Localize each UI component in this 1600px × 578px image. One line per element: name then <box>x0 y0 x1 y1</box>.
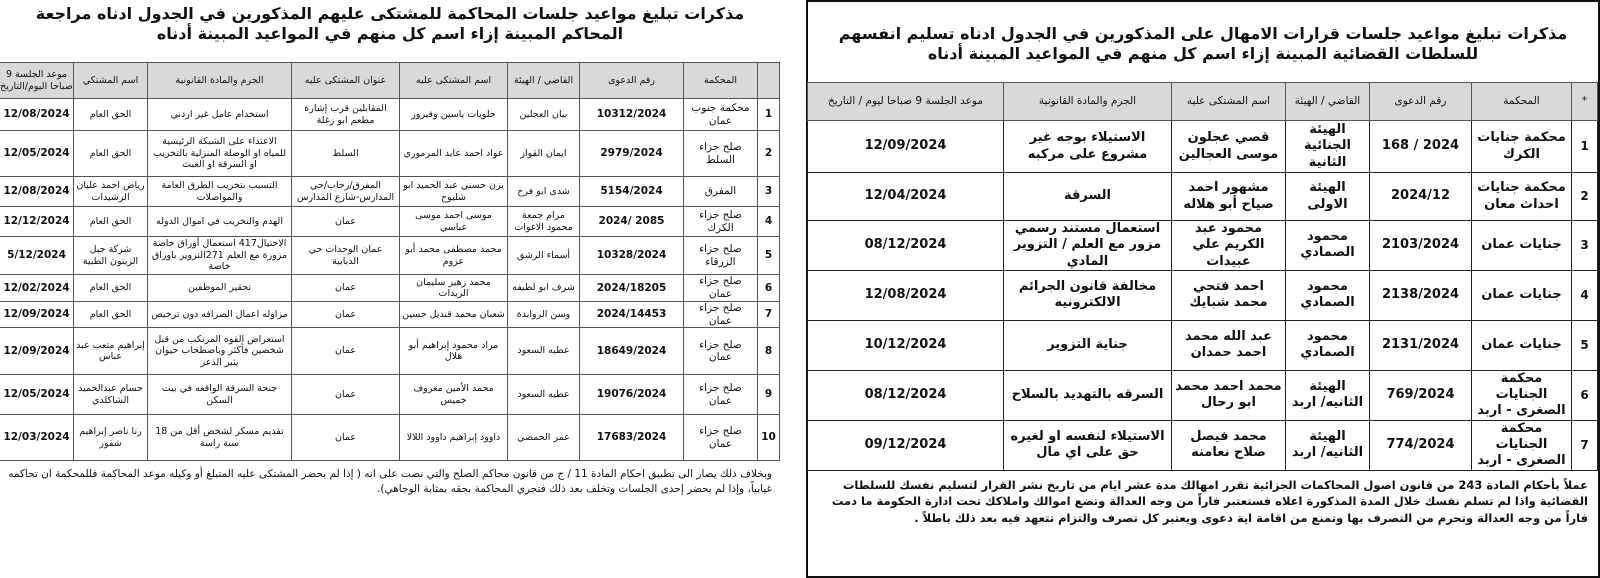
cell-judge: محمود الصمادي <box>1286 221 1370 271</box>
cell-index: 1 <box>1572 121 1598 173</box>
cell-complainant: رنا ناصر إبراهيم شقور <box>74 415 148 461</box>
cell-judge: ايمان القواز <box>508 131 580 177</box>
cell-crime: التسبب بتخريب الطرق العامة والمواصلات <box>148 177 292 207</box>
cell-case-number: 774/2024 <box>1370 420 1472 470</box>
header-court: المحكمة <box>684 63 758 99</box>
cell-index: 1 <box>758 99 780 131</box>
cell-court: صلح جزاء الزرقاء <box>684 237 758 275</box>
cell-address: عمان <box>292 207 400 237</box>
cell-defendant: محمد فيصل صلاح نعامنه <box>1172 420 1286 470</box>
cell-index: 6 <box>1572 370 1598 420</box>
cell-defendant: عبد الله محمد احمد حمدان <box>1172 320 1286 370</box>
cell-defendant: حلويات ياسين وفيروز <box>400 99 508 131</box>
cell-session-date: 12/08/2024 <box>0 99 74 131</box>
cell-index: 7 <box>758 302 780 328</box>
cell-judge: أسماء الرشق <box>508 237 580 275</box>
cell-session-date: 12/09/2024 <box>0 328 74 375</box>
cell-session-date: 10/12/2024 <box>808 320 1004 370</box>
cell-defendant: قصي عجلون موسى العجالين <box>1172 121 1286 173</box>
header-court: المحكمة <box>1472 83 1572 121</box>
cell-address: المفرق/رحاب/حي المدارس-شارع المدارس <box>292 177 400 207</box>
cell-defendant: شعبان محمد قنديل حسين <box>400 302 508 328</box>
table-row <box>0 375 780 415</box>
cell-index: 4 <box>1572 270 1598 320</box>
cell-defendant: مشهور احمد صياح أبو هلاله <box>1172 173 1286 221</box>
cell-session-date: 12/04/2024 <box>808 173 1004 221</box>
table-row <box>808 420 1598 470</box>
page-gap <box>780 0 806 578</box>
header-crime: الجرم والمادة القانونية <box>148 63 292 99</box>
cell-index: 3 <box>1572 221 1598 271</box>
cell-crime: الاستيلاء لنفسه او لغيره حق على اي مال <box>1004 420 1172 470</box>
header-index <box>758 63 780 99</box>
cell-session-date: 12/09/2024 <box>808 121 1004 173</box>
header-session-date: موعد الجلسة 9 صباحا اليوم/التاريخ <box>0 63 74 99</box>
table-row <box>0 415 780 461</box>
cell-judge: شرف ابو لطيفه <box>508 275 580 302</box>
cell-address: المقابلين قرب إشارة مطعم ابو زغلة <box>292 99 400 131</box>
cell-index: 8 <box>758 328 780 375</box>
cell-case-number: 19076/2024 <box>580 375 684 415</box>
cell-session-date: 12/08/2024 <box>0 177 74 207</box>
cell-court: صلح جزاء عمان <box>684 275 758 302</box>
cell-case-number: 5154/2024 <box>580 177 684 207</box>
header-judge: القاضي / الهيئة <box>1286 83 1370 121</box>
cell-judge: بيان العجلين <box>508 99 580 131</box>
cell-defendant: محمود عبد الكريم علي عبيدات <box>1172 221 1286 271</box>
cell-crime: استخدام عامل غير اردني <box>148 99 292 131</box>
cell-index: 3 <box>758 177 780 207</box>
cell-complainant: الحق العام <box>74 99 148 131</box>
cell-court: محكمة الجنايات الصغرى - اربد <box>1472 420 1572 470</box>
cell-case-number: 2131/2024 <box>1370 320 1472 370</box>
cell-crime: الاعتداء على الشبكة الرئيسية للمياه او الوصلة المنزلية بالتخريب او السرقة او العبث <box>148 131 292 177</box>
cell-court: صلح جزاء عمان <box>684 302 758 328</box>
cell-session-date: 12/05/2024 <box>0 131 74 177</box>
cell-case-number: 2138/2024 <box>1370 270 1472 320</box>
cell-judge: عطيه السعود <box>508 328 580 375</box>
cell-session-date: 5/12/2024 <box>0 237 74 275</box>
cell-session-date: 12/12/2024 <box>0 207 74 237</box>
table-row <box>808 370 1598 420</box>
cell-complainant: حسام عبدالحميد الشاكلدي <box>74 375 148 415</box>
cell-case-number: 18649/2024 <box>580 328 684 375</box>
notice-title: مذكرات تبليغ مواعيد جلسات قرارات الامهال على المذكورين في الجدول ادناه تسليم انفسهم للسلطات القضائية المبينة إزاء اسم كل منهم في المواعيد المبينة أدناه <box>838 24 1568 63</box>
cell-court: صلح جزاء عمان <box>684 415 758 461</box>
notice-court-sessions <box>0 0 780 578</box>
table-row <box>0 328 780 375</box>
cell-case-number: 769/2024 <box>1370 370 1472 420</box>
header-case-number: رقم الدعوى <box>580 63 684 99</box>
cell-case-number: 2979/2024 <box>580 131 684 177</box>
notice-surrender-deadlines <box>806 0 1600 578</box>
cell-court: صلح جزاء عمان <box>684 375 758 415</box>
table-row <box>0 302 780 328</box>
cell-defendant: يزن حسني عبد الحميد ابو شليوح <box>400 177 508 207</box>
cell-address: عمان <box>292 415 400 461</box>
cell-crime: السرقه بالتهديد بالسلاح <box>1004 370 1172 420</box>
cell-court: صلح جزاء السلط <box>684 131 758 177</box>
cell-crime: الاحتيال417 استعمال أوراق خاصة مزورة مع العلم 271التزوير باوراق خاصة <box>148 237 292 275</box>
cell-judge: مرام جمعة محمود الاغوات <box>508 207 580 237</box>
notice-title: مذكرات تبليغ مواعيد جلسات المحاكمة للمشتكى عليهم المذكورين في الجدول ادناه مراجعة المحاكم المبينة إزاء اسم كل منهم في المواعيد المبينة أدناه <box>35 4 745 43</box>
table-row <box>808 173 1598 221</box>
cell-session-date: 12/09/2024 <box>0 302 74 328</box>
table-row <box>808 270 1598 320</box>
cell-defendant: مراد محمود إبراهيم أبو هلال <box>400 328 508 375</box>
cell-index: 6 <box>758 275 780 302</box>
cell-complainant: إبراهيم متعب عبد عباس <box>74 328 148 375</box>
cell-case-number: 2085 /2024 <box>580 207 684 237</box>
cell-court: جنايات عمان <box>1472 320 1572 370</box>
cell-crime: تقديم مسكر لشخص أقل من 18 سنة راسة <box>148 415 292 461</box>
cell-index: 2 <box>1572 173 1598 221</box>
cell-case-number: 2024 / 168 <box>1370 121 1472 173</box>
cell-judge: عطيه السعود <box>508 375 580 415</box>
header-session-date: موعد الجلسة 9 صباحا ليوم / التاريخ <box>808 83 1004 121</box>
cell-index: 5 <box>1572 320 1598 370</box>
header-defendant: اسم المشتكى عليه <box>400 63 508 99</box>
header-defendant: اسم المشتكى عليه <box>1172 83 1286 121</box>
table-row <box>0 237 780 275</box>
cell-crime: مخالفة قانون الجرائم الالكترونيه <box>1004 270 1172 320</box>
cell-crime: الهدم والتخريب في اموال الدوله <box>148 207 292 237</box>
header-judge: القاضي / الهيئة <box>508 63 580 99</box>
cell-complainant: الحق العام <box>74 207 148 237</box>
cell-index: 10 <box>758 415 780 461</box>
cell-judge: الهيئة الثانيه/ اربد <box>1286 370 1370 420</box>
cell-index: 7 <box>1572 420 1598 470</box>
cell-address: السلط <box>292 131 400 177</box>
cell-session-date: 08/12/2024 <box>808 370 1004 420</box>
cell-index: 4 <box>758 207 780 237</box>
cell-crime: مزاوله اعمال الصرافه دون ترخيص <box>148 302 292 328</box>
cell-complainant: الحق العام <box>74 275 148 302</box>
cell-defendant: داوود إبراهيم داوود اللالا <box>400 415 508 461</box>
cell-court: محكمة جنوب عمان <box>684 99 758 131</box>
cell-judge: وسن الروابدة <box>508 302 580 328</box>
table-row <box>0 207 780 237</box>
cell-index: 2 <box>758 131 780 177</box>
cell-case-number: 2024/18205 <box>580 275 684 302</box>
cell-court: جنايات عمان <box>1472 270 1572 320</box>
cell-address: عمان الوحدات حي الدبابية <box>292 237 400 275</box>
table-row <box>808 320 1598 370</box>
cell-crime: تحقير الموظفين <box>148 275 292 302</box>
cell-case-number: 17683/2024 <box>580 415 684 461</box>
cell-index: 9 <box>758 375 780 415</box>
cell-court: جنايات عمان <box>1472 221 1572 271</box>
cell-session-date: 09/12/2024 <box>808 420 1004 470</box>
cell-judge: الهيئة الجنائية الثانية <box>1286 121 1370 173</box>
cell-case-number: 2024/14453 <box>580 302 684 328</box>
cell-defendant: عواد احمد عايد المرموري <box>400 131 508 177</box>
cell-complainant: رياض احمد عليان الرشيدات <box>74 177 148 207</box>
cell-complainant: شركة جبل الزيتون الطبية <box>74 237 148 275</box>
table-row <box>808 221 1598 271</box>
table-header-row <box>0 63 780 99</box>
cell-case-number: 10328/2024 <box>580 237 684 275</box>
cell-session-date: 12/02/2024 <box>0 275 74 302</box>
cell-address: عمان <box>292 328 400 375</box>
cell-defendant: محمد احمد محمد ابو رحال <box>1172 370 1286 420</box>
cell-defendant: محمد زهير سليمان الزيدات <box>400 275 508 302</box>
cell-judge: الهيئة الثانيه/ اربد <box>1286 420 1370 470</box>
cell-judge: محمود الصمادي <box>1286 320 1370 370</box>
cell-crime: استعراض القوه المرتكب من قبل شخصين فأكثر وباصطحاب حيوان يثير الذعر <box>148 328 292 375</box>
cell-judge: محمود الصمادي <box>1286 270 1370 320</box>
notice-footer: وبخلاف ذلك يصار الى تطبيق احكام المادة 11 / ج من قانون محاكم الصلح والتي نصت على انه ( إذا لم يحضر المشتكى عليه المتبلغ أو وكيله موعد المحاكمة فللمحكمة ان تحاكمه غيابياً، وإذا لم يحضر إحدى الجلسات وتخلف بعد ذلك فتجري المحاكمة بحقه بمثابة الوجاهي). <box>8 468 772 496</box>
table-row <box>0 177 780 207</box>
cell-case-number: 2103/2024 <box>1370 221 1472 271</box>
cell-court: محكمة جنايات الكرك <box>1472 121 1572 173</box>
cell-index: 5 <box>758 237 780 275</box>
cell-court: صلح جزاء عمان <box>684 328 758 375</box>
cell-court: محكمة الجنايات الصغرى - اربد <box>1472 370 1572 420</box>
cell-complainant: الحق العام <box>74 302 148 328</box>
table-row <box>808 121 1598 173</box>
cell-case-number: 2024/12 <box>1370 173 1472 221</box>
cell-address: عمان <box>292 375 400 415</box>
cell-court: محكمة جنايات احداث معان <box>1472 173 1572 221</box>
header-index: * <box>1572 83 1598 121</box>
header-crime: الجرم والمادة القانونية <box>1004 83 1172 121</box>
surrender-table <box>807 82 1598 471</box>
cell-court: صلح جزاء الكرك <box>684 207 758 237</box>
cell-address: عمان <box>292 302 400 328</box>
header-address: عنوان المشتكى عليه <box>292 63 400 99</box>
cell-defendant: محمد مصطفى محمد أبو عزوم <box>400 237 508 275</box>
table-row <box>0 131 780 177</box>
table-row <box>0 99 780 131</box>
cell-crime: السرقة <box>1004 173 1172 221</box>
table-row <box>0 275 780 302</box>
cell-defendant: محمد الأمين معروف خميس <box>400 375 508 415</box>
cell-defendant: احمد فتحي محمد شبايك <box>1172 270 1286 320</box>
cell-crime: الاستيلاء بوجه غير مشروع على مركبه <box>1004 121 1172 173</box>
header-complainant: اسم المشتكي <box>74 63 148 99</box>
notice-footer: عملاً بأحكام المادة 243 من قانون اصول المحاكمات الجزائية تقرر امهالك مدة عشر ايام من تاريخ نشر القرار لتسليم نفسك للسلطات القضائية واذا لم تسلم نفسك خلال المدة المذكورة اعلاه فستعتبر فاراً من وجه العدالة وتضع اموالك واملاكك تحت ادارة الحكومة ما دمت فاراً من وجه العدالة وتحرم من التصرف بها وتمنع من اقامة اية دعوى ويعتبر كل تصرف والتزام تتعهد فيه بعد ذلك باطلاً . <box>831 477 1588 526</box>
cell-court: المفرق <box>684 177 758 207</box>
cell-case-number: 10312/2024 <box>580 99 684 131</box>
table-header-row <box>808 83 1598 121</box>
cell-session-date: 08/12/2024 <box>808 221 1004 271</box>
cell-session-date: 12/03/2024 <box>0 415 74 461</box>
court-sessions-table <box>0 62 780 461</box>
cell-judge: الهيئة الاولى <box>1286 173 1370 221</box>
cell-defendant: موسى احمد موسى عباسي <box>400 207 508 237</box>
cell-crime: جنحة السرقة الواقعه في بيت السكن <box>148 375 292 415</box>
cell-crime: جناية التزوير <box>1004 320 1172 370</box>
cell-judge: عمر الحمصي <box>508 415 580 461</box>
header-case-number: رقم الدعوى <box>1370 83 1472 121</box>
cell-complainant: الحق العام <box>74 131 148 177</box>
cell-crime: استعمال مستند رسمي مزور مع العلم / التزوير المادي <box>1004 221 1172 271</box>
cell-session-date: 12/08/2024 <box>808 270 1004 320</box>
cell-address: عمان <box>292 275 400 302</box>
cell-judge: شدى ابو فرخ <box>508 177 580 207</box>
cell-session-date: 12/05/2024 <box>0 375 74 415</box>
